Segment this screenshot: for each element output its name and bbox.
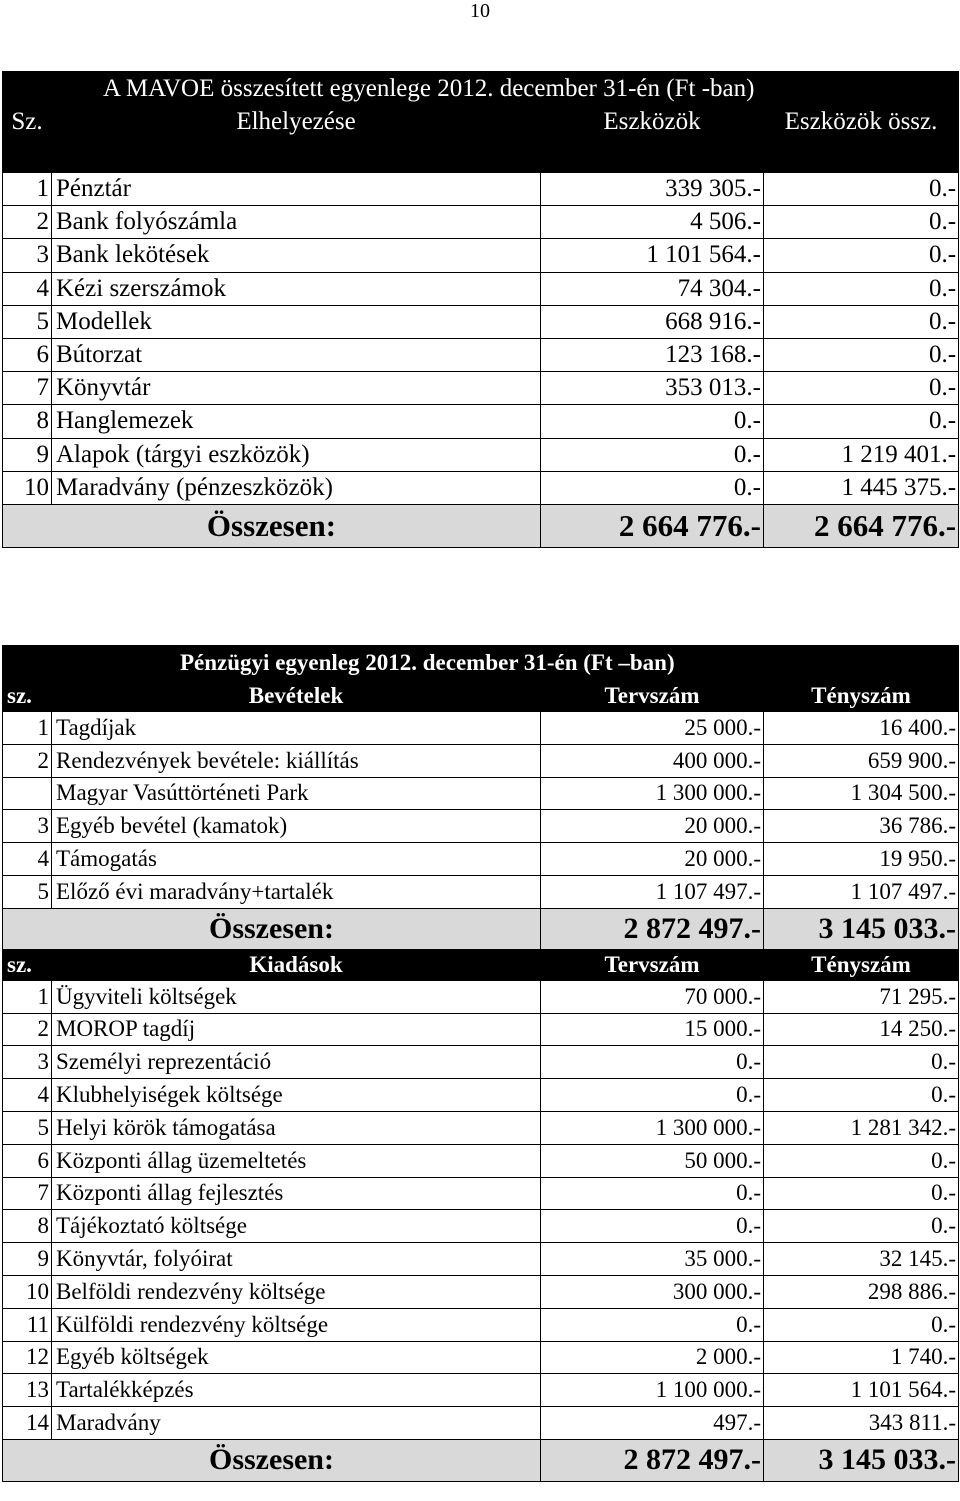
total-assets: 2 664 776.- xyxy=(541,504,764,547)
finance-table xyxy=(2,645,959,1482)
expense-total-row xyxy=(3,1439,959,1481)
row-label: Tagdíjak xyxy=(52,712,541,745)
row-label: Egyéb bevétel (kamatok) xyxy=(52,810,541,843)
row-actual: 14 250.- xyxy=(764,1013,959,1046)
row-label: Hanglemezek xyxy=(52,405,541,438)
expense-header-plan: Tervszám xyxy=(541,949,764,980)
total-label: Összesen: xyxy=(3,504,541,547)
table-row xyxy=(3,777,959,810)
row-actual: 16 400.- xyxy=(764,712,959,745)
row-plan: 70 000.- xyxy=(541,980,764,1013)
row-label: Könyvtár, folyóirat xyxy=(52,1243,541,1276)
header-sz: Sz. xyxy=(3,106,52,173)
row-label: Központi állag üzemeltetés xyxy=(52,1144,541,1177)
row-number: 6 xyxy=(3,1144,52,1177)
row-plan: 50 000.- xyxy=(541,1144,764,1177)
table-row xyxy=(3,305,959,338)
row-number: 5 xyxy=(3,1111,52,1144)
row-assets: 0.- xyxy=(541,471,764,504)
row-number: 12 xyxy=(3,1341,52,1374)
table-row xyxy=(3,1341,959,1374)
row-assets: 4 506.- xyxy=(541,206,764,239)
row-actual: 0.- xyxy=(764,1079,959,1112)
row-plan: 25 000.- xyxy=(541,712,764,745)
row-plan: 0.- xyxy=(541,1308,764,1341)
row-number: 5 xyxy=(3,305,52,338)
row-actual: 0.- xyxy=(764,1144,959,1177)
row-number: 9 xyxy=(3,1243,52,1276)
row-label: Maradvány (pénzeszközök) xyxy=(52,471,541,504)
row-plan: 35 000.- xyxy=(541,1243,764,1276)
row-plan: 0.- xyxy=(541,1210,764,1243)
row-actual: 36 786.- xyxy=(764,810,959,843)
row-label: Maradvány xyxy=(52,1407,541,1440)
row-number: 1 xyxy=(3,980,52,1013)
finance-table-title: Pénzügyi egyenleg 2012. december 31-én (Ft –ban) xyxy=(3,646,959,681)
row-number: 7 xyxy=(3,1177,52,1210)
row-label: Előző évi maradvány+tartalék xyxy=(52,875,541,908)
row-assets-total: 1 445 375.- xyxy=(764,471,959,504)
row-assets-total: 0.- xyxy=(764,173,959,206)
row-actual: 1 281 342.- xyxy=(764,1111,959,1144)
row-number: 8 xyxy=(3,1210,52,1243)
row-number: 14 xyxy=(3,1407,52,1440)
table-row xyxy=(3,1177,959,1210)
row-number: 10 xyxy=(3,1275,52,1308)
row-assets: 1 101 564.- xyxy=(541,239,764,272)
row-label: Személyi reprezentáció xyxy=(52,1046,541,1079)
row-actual: 1 304 500.- xyxy=(764,777,959,810)
row-assets: 123 168.- xyxy=(541,338,764,371)
row-label: Egyéb költségek xyxy=(52,1341,541,1374)
row-label: Könyvtár xyxy=(52,372,541,405)
row-label: Modellek xyxy=(52,305,541,338)
row-label: Tartalékképzés xyxy=(52,1374,541,1407)
table-row xyxy=(3,1308,959,1341)
header-assets-total: Eszközök össz. xyxy=(764,106,959,173)
total-label: Összesen: xyxy=(3,908,541,949)
assets-table-title-row xyxy=(3,72,959,106)
row-number: 4 xyxy=(3,843,52,876)
row-label: Bútorzat xyxy=(52,338,541,371)
total-actual: 3 145 033.- xyxy=(764,1439,959,1481)
row-actual: 298 886.- xyxy=(764,1275,959,1308)
total-plan: 2 872 497.- xyxy=(541,908,764,949)
row-assets-total: 0.- xyxy=(764,206,959,239)
row-label: Ügyviteli költségek xyxy=(52,980,541,1013)
row-number: 8 xyxy=(3,405,52,438)
row-assets-total: 0.- xyxy=(764,305,959,338)
row-number: 4 xyxy=(3,272,52,305)
row-plan: 1 107 497.- xyxy=(541,875,764,908)
row-label: Helyi körök támogatása xyxy=(52,1111,541,1144)
row-label: Rendezvények bevétele: kiállítás xyxy=(52,744,541,777)
row-assets-total: 0.- xyxy=(764,338,959,371)
row-actual: 71 295.- xyxy=(764,980,959,1013)
income-total-row xyxy=(3,908,959,949)
row-label: MOROP tagdíj xyxy=(52,1013,541,1046)
row-actual: 0.- xyxy=(764,1177,959,1210)
row-actual: 0.- xyxy=(764,1046,959,1079)
row-plan: 20 000.- xyxy=(541,810,764,843)
row-assets-total: 0.- xyxy=(764,272,959,305)
header-assets: Eszközök xyxy=(541,106,764,173)
assets-total-row xyxy=(3,504,959,547)
row-assets: 668 916.- xyxy=(541,305,764,338)
row-number: 2 xyxy=(3,206,52,239)
row-actual: 0.- xyxy=(764,1210,959,1243)
row-plan: 0.- xyxy=(541,1079,764,1112)
table-row xyxy=(3,1144,959,1177)
row-number: 7 xyxy=(3,372,52,405)
row-assets: 339 305.- xyxy=(541,173,764,206)
row-number xyxy=(3,777,52,810)
row-actual: 343 811.- xyxy=(764,1407,959,1440)
income-header-plan: Tervszám xyxy=(541,681,764,712)
row-label: Kézi szerszámok xyxy=(52,272,541,305)
table-row xyxy=(3,875,959,908)
row-number: 9 xyxy=(3,438,52,471)
table-row xyxy=(3,1210,959,1243)
page-number: 10 xyxy=(470,0,490,22)
income-header-actual: Tényszám xyxy=(764,681,959,712)
table-row xyxy=(3,1046,959,1079)
table-row xyxy=(3,843,959,876)
table-row xyxy=(3,338,959,371)
row-plan: 0.- xyxy=(541,1046,764,1079)
expense-header-actual: Tényszám xyxy=(764,949,959,980)
table-row xyxy=(3,206,959,239)
table-row xyxy=(3,1079,959,1112)
assets-table-title: A MAVOE összesített egyenlege 2012. december 31-én (Ft -ban) xyxy=(3,72,959,106)
row-number: 5 xyxy=(3,875,52,908)
table-row xyxy=(3,438,959,471)
table-row xyxy=(3,1374,959,1407)
row-assets-total: 0.- xyxy=(764,372,959,405)
row-number: 1 xyxy=(3,712,52,745)
row-assets: 0.- xyxy=(541,438,764,471)
row-plan: 1 300 000.- xyxy=(541,777,764,810)
table-row xyxy=(3,980,959,1013)
row-assets: 353 013.- xyxy=(541,372,764,405)
row-label: Külföldi rendezvény költsége xyxy=(52,1308,541,1341)
row-label: Támogatás xyxy=(52,843,541,876)
finance-table-title-row xyxy=(3,646,959,681)
row-plan: 1 100 000.- xyxy=(541,1374,764,1407)
table-row xyxy=(3,1275,959,1308)
row-number: 2 xyxy=(3,1013,52,1046)
expense-header-row xyxy=(3,949,959,980)
row-number: 6 xyxy=(3,338,52,371)
total-actual: 3 145 033.- xyxy=(764,908,959,949)
row-number: 2 xyxy=(3,744,52,777)
row-actual: 19 950.- xyxy=(764,843,959,876)
row-actual: 0.- xyxy=(764,1308,959,1341)
row-number: 10 xyxy=(3,471,52,504)
row-number: 3 xyxy=(3,239,52,272)
row-actual: 32 145.- xyxy=(764,1243,959,1276)
expense-header-label: Kiadások xyxy=(52,949,541,980)
table-row xyxy=(3,712,959,745)
header-location: Elhelyezése xyxy=(52,106,541,173)
row-plan: 400 000.- xyxy=(541,744,764,777)
row-number: 11 xyxy=(3,1308,52,1341)
assets-table-header-row xyxy=(3,106,959,173)
row-number: 1 xyxy=(3,173,52,206)
row-plan: 0.- xyxy=(541,1177,764,1210)
row-actual: 1 101 564.- xyxy=(764,1374,959,1407)
total-plan: 2 872 497.- xyxy=(541,1439,764,1481)
total-label: Összesen: xyxy=(3,1439,541,1481)
row-number: 4 xyxy=(3,1079,52,1112)
row-label: Magyar Vasúttörténeti Park xyxy=(52,777,541,810)
row-assets-total: 0.- xyxy=(764,405,959,438)
total-assets-total: 2 664 776.- xyxy=(764,504,959,547)
row-assets: 74 304.- xyxy=(541,272,764,305)
income-header-sz: sz. xyxy=(3,681,52,712)
table-row xyxy=(3,744,959,777)
row-actual: 1 740.- xyxy=(764,1341,959,1374)
row-label: Központi állag fejlesztés xyxy=(52,1177,541,1210)
row-plan: 15 000.- xyxy=(541,1013,764,1046)
row-label: Bank lekötések xyxy=(52,239,541,272)
table-row xyxy=(3,272,959,305)
row-actual: 1 107 497.- xyxy=(764,875,959,908)
table-row xyxy=(3,810,959,843)
table-row xyxy=(3,1407,959,1440)
income-header-row xyxy=(3,681,959,712)
table-row xyxy=(3,471,959,504)
row-assets-total: 1 219 401.- xyxy=(764,438,959,471)
expense-header-sz: sz. xyxy=(3,949,52,980)
row-plan: 20 000.- xyxy=(541,843,764,876)
row-actual: 659 900.- xyxy=(764,744,959,777)
table-row xyxy=(3,1243,959,1276)
row-number: 3 xyxy=(3,810,52,843)
row-number: 13 xyxy=(3,1374,52,1407)
row-assets-total: 0.- xyxy=(764,239,959,272)
row-plan: 497.- xyxy=(541,1407,764,1440)
income-header-label: Bevételek xyxy=(52,681,541,712)
row-label: Bank folyószámla xyxy=(52,206,541,239)
row-plan: 300 000.- xyxy=(541,1275,764,1308)
table-row xyxy=(3,239,959,272)
row-label: Belföldi rendezvény költsége xyxy=(52,1275,541,1308)
row-assets: 0.- xyxy=(541,405,764,438)
row-label: Tájékoztató költsége xyxy=(52,1210,541,1243)
row-label: Alapok (tárgyi eszközök) xyxy=(52,438,541,471)
table-row xyxy=(3,405,959,438)
table-row xyxy=(3,173,959,206)
table-row xyxy=(3,372,959,405)
row-label: Klubhelyiségek költsége xyxy=(52,1079,541,1112)
row-label: Pénztár xyxy=(52,173,541,206)
assets-table xyxy=(2,71,959,548)
table-row xyxy=(3,1111,959,1144)
table-row xyxy=(3,1013,959,1046)
row-number: 3 xyxy=(3,1046,52,1079)
row-plan: 1 300 000.- xyxy=(541,1111,764,1144)
row-plan: 2 000.- xyxy=(541,1341,764,1374)
